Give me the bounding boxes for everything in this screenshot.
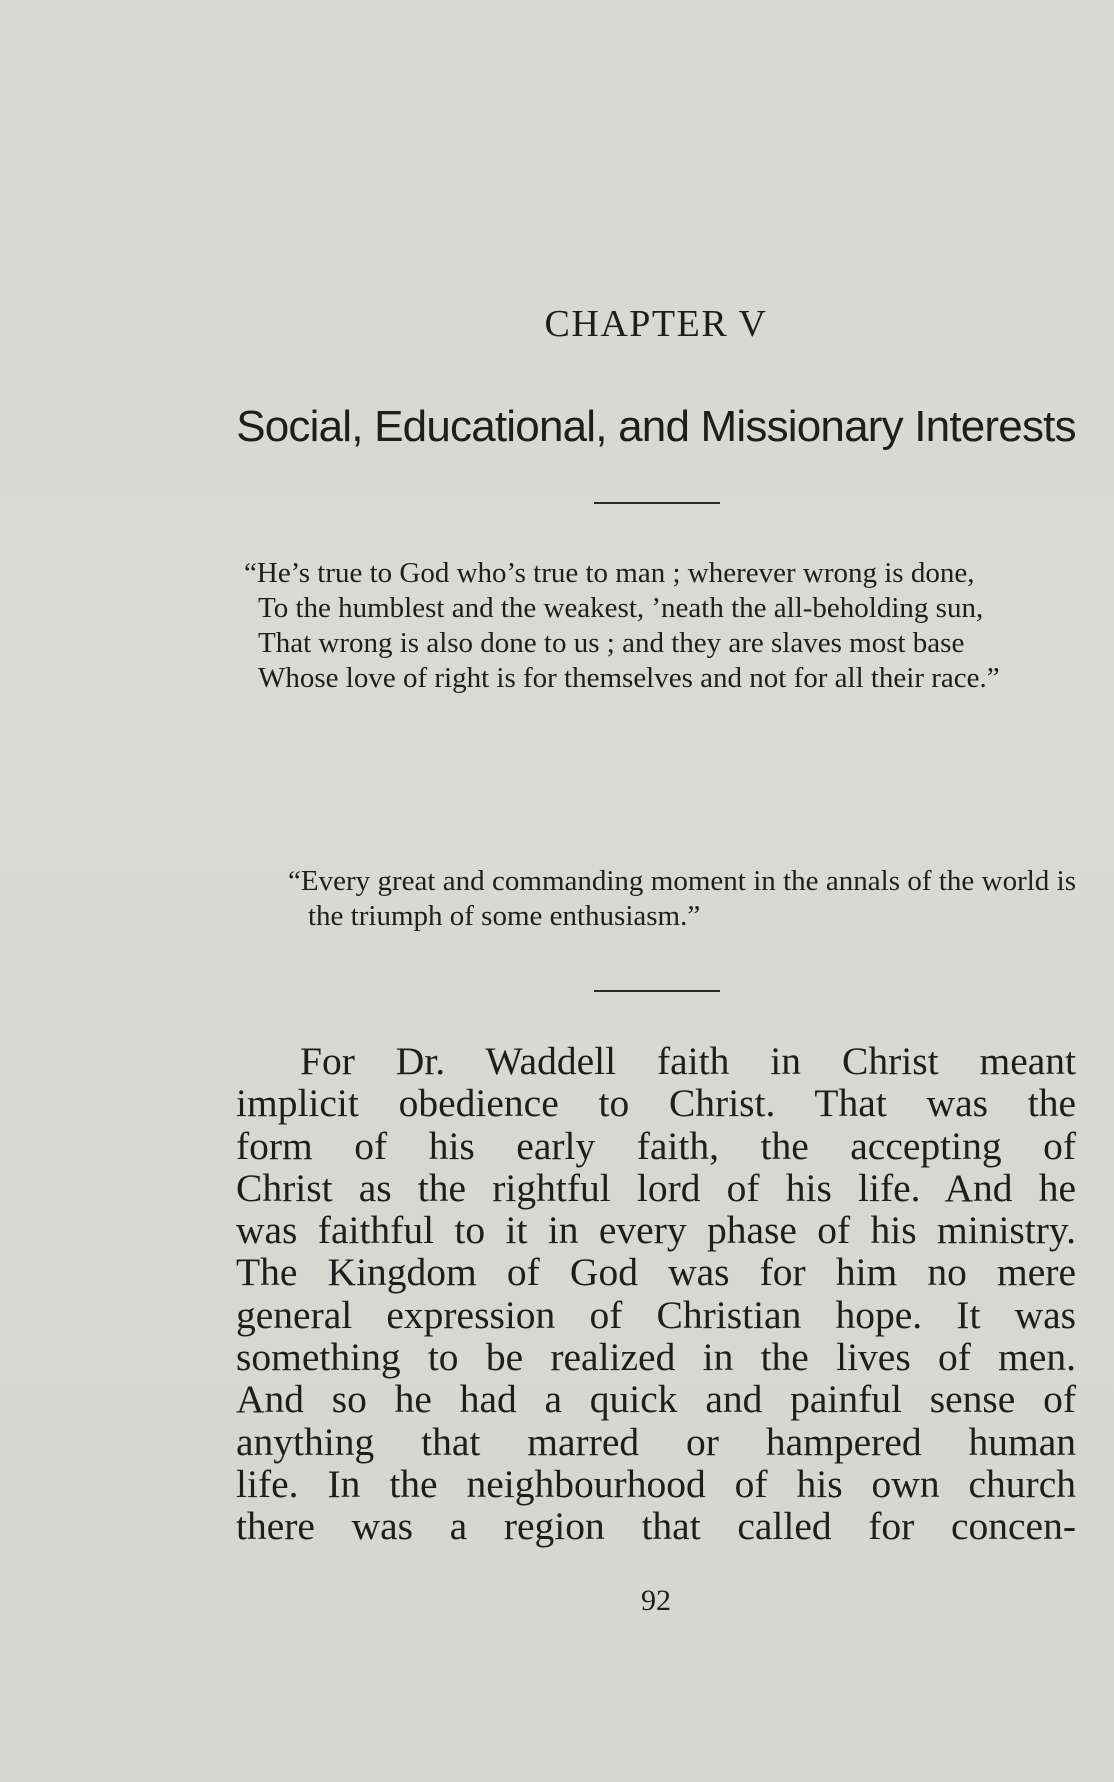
- verse-line: “He’s true to God who’s true to man ; wherever wrong is done,: [244, 557, 975, 589]
- body-line: form of his early faith, the accepting of: [236, 1123, 1076, 1168]
- verse-line: That wrong is also done to us ; and they are slaves most base: [258, 627, 965, 659]
- body-paragraph: [236, 1040, 1076, 1548]
- verse-line: To the humblest and the weakest, ’neath the all-beholding sun,: [258, 592, 984, 624]
- body-line: life. In the neighbourhood of his own church: [236, 1461, 1076, 1506]
- body-line: For Dr. Waddell faith in Christ meant: [300, 1039, 1076, 1083]
- page-number: 92: [641, 1584, 671, 1617]
- prose-quote-text: “Every great and commanding moment in the annals of the world is the triumph of some enthusiasm.”: [288, 865, 1076, 932]
- body-line: implicit obedience to Christ. That was the: [236, 1081, 1076, 1126]
- body-line: The Kingdom of God was for him no mere: [236, 1250, 1076, 1295]
- body-line: Christ as the rightful lord of his life. And he: [236, 1165, 1076, 1210]
- divider-top: [594, 502, 720, 504]
- divider-bottom: [594, 990, 720, 992]
- body-line: And so he had a quick and painful sense of: [236, 1377, 1076, 1422]
- chapter-title: Social, Educational, and Missionary Interests: [236, 402, 1076, 451]
- body-line: general expression of Christian hope. It was: [236, 1292, 1076, 1337]
- body-line: there was a region that called for concen-: [236, 1504, 1076, 1549]
- chapter-label: CHAPTER V: [544, 303, 768, 345]
- verse-line: Whose love of right is for themselves and not for all their race.”: [258, 662, 1000, 694]
- body-line: something to be realized in the lives of men.: [236, 1335, 1076, 1380]
- body-line: was faithful to it in every phase of his ministry.: [236, 1208, 1076, 1253]
- body-line: anything that marred or hampered human: [236, 1419, 1076, 1464]
- epigraph-prose-quote: [236, 864, 1076, 934]
- epigraph-verse: [236, 556, 1076, 696]
